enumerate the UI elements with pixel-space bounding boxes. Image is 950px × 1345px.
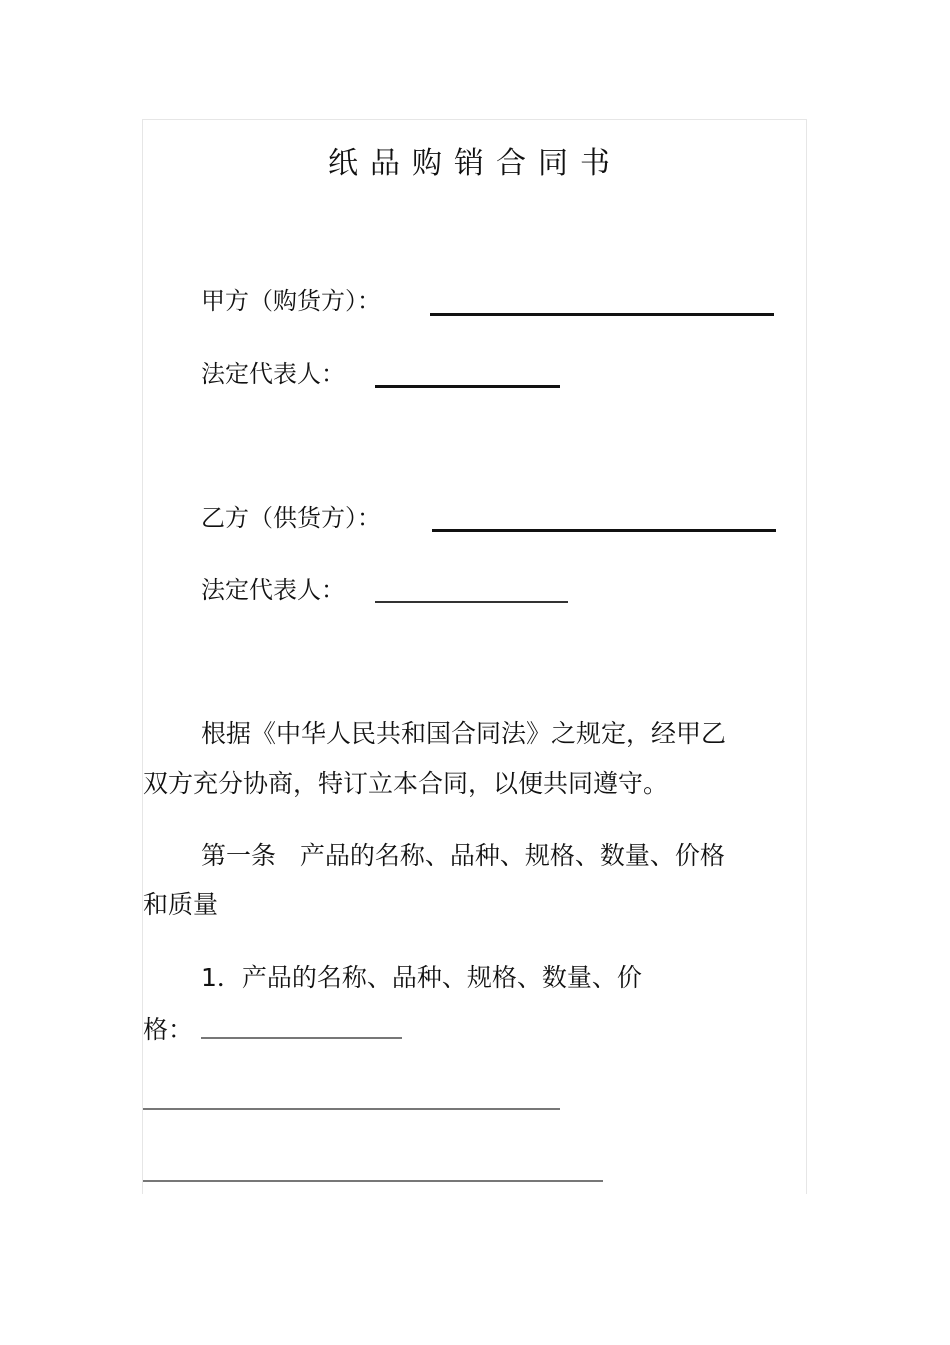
preamble-line-1: 根据《中华人民共和国合同法》之规定，经甲乙 [201,719,727,748]
party-b-rep-blank-line [375,601,568,603]
party-a-blank-line [430,313,774,316]
party-a-rep-blank-line [375,385,560,388]
page-frame [142,119,807,1194]
party-a-label: 甲方（购货方）： [201,287,381,315]
article-1-item-1-line-2: 格： [143,1015,194,1044]
preamble-line-2: 双方充分协商，特订立本合同，以便共同遵守。 [143,769,669,798]
article-1-item-1-line-1: 1．产品的名称、品种、规格、数量、价 [201,963,642,992]
blank-line-2 [143,1108,560,1110]
article-1-heading-line-1: 第一条 产品的名称、品种、规格、数量、价格 [201,841,725,870]
item-1-blank-line [201,1037,402,1039]
party-b-blank-line [432,529,776,532]
article-1-heading-line-2: 和质量 [143,890,219,919]
party-b-rep-label: 法定代表人： [201,576,345,604]
party-a-rep-label: 法定代表人： [201,360,345,388]
document-title: 纸品购销合同书 [328,146,622,181]
blank-line-3 [143,1180,603,1182]
party-b-label: 乙方（供货方）： [201,504,381,532]
